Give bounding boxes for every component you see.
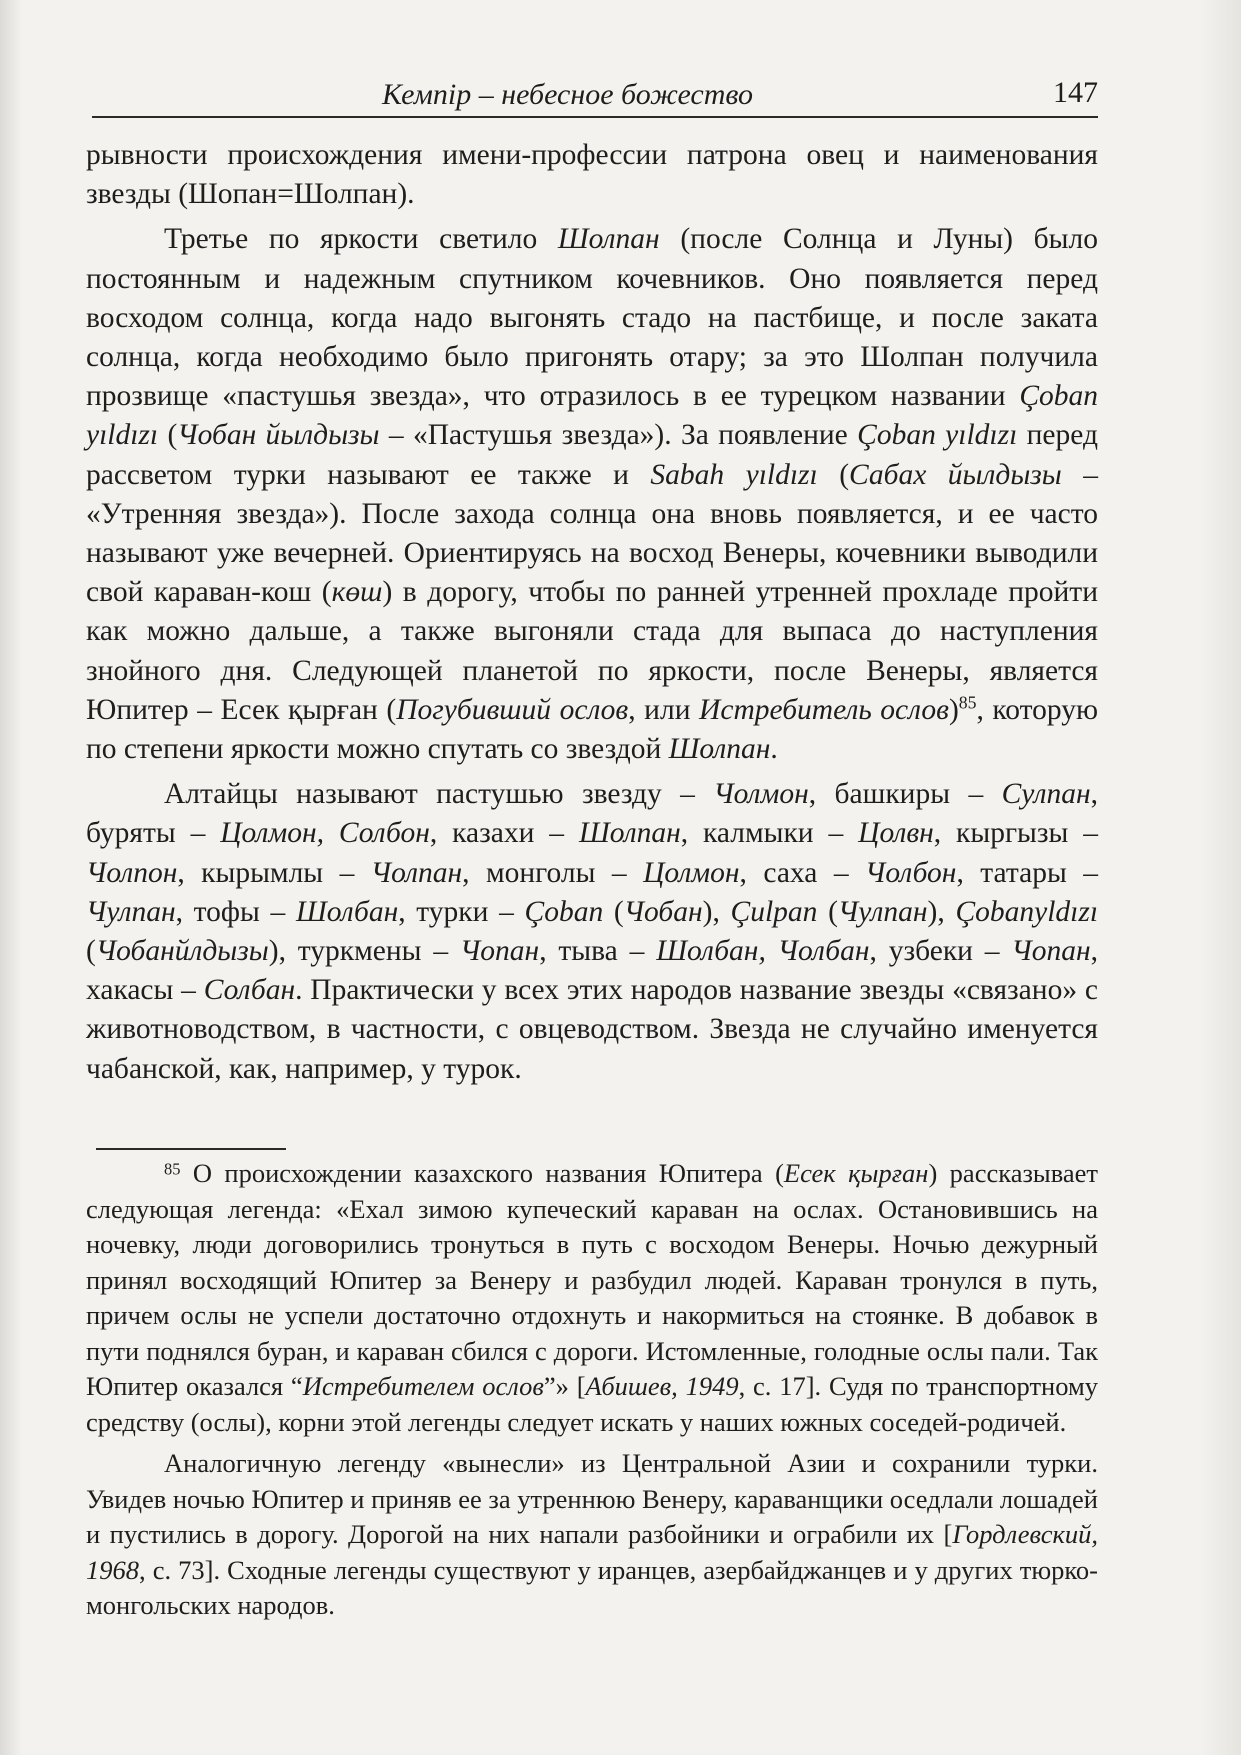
running-title: Кемпір – небесное божество — [382, 78, 754, 111]
text-run: , хакасы – — [86, 935, 1098, 1007]
text-run: , с. 73]. Сходные легенды существуют у иранцев, азербайджанцев и у других тюрко-монгольских народов. — [86, 1554, 1098, 1620]
text-run: , узбеки – — [869, 935, 1012, 968]
footnote-85 — [86, 1156, 1098, 1440]
italic-term: Чулпан — [86, 895, 176, 928]
text-run: , тыва – — [539, 935, 657, 968]
italic-term: Çoban yıldızı — [857, 419, 1018, 452]
text-run: ( — [158, 419, 178, 452]
italic-term: Çoban yıldızı — [86, 380, 1098, 452]
paragraph-peoples — [86, 775, 1098, 1089]
footnotes — [86, 1156, 1098, 1624]
text-run: , тофы – — [175, 895, 296, 928]
italic-term: Есек қырған — [783, 1158, 929, 1188]
text-run: . Практически у всех этих народов название звезды «связано» с животноводством, в частности, с овцеводством. Звезда не случайно именуется чабанской, как, например, у турок. — [86, 974, 1098, 1085]
footnote-reference[interactable]: 85 — [958, 692, 977, 713]
italic-term: Çobanyldızı — [955, 895, 1099, 928]
text-run: , которую по степени яркости можно спутать со звездой — [86, 693, 1098, 766]
italic-term: Чопан — [459, 935, 540, 968]
footnote-number: 85 — [164, 1159, 181, 1179]
text-run: ”» [ — [543, 1371, 586, 1401]
text-run: – «Утренняя звезда»). После захода солнца она вновь появляется, и ее часто называют уже вечерней. Ориентируясь на восход Венеры, кочевники выводили свой караван-кош ( — [86, 458, 1099, 609]
text-run: , или — [628, 693, 700, 726]
italic-term: Шолбан, Чолбан — [656, 935, 870, 968]
text-run: Аналогичную легенду «вынесли» из Центральной Азии и сохранили турки. Увидев ночью Юпитер и приняв ее за утреннюю Венеру, караванщики оседлали лошадей и пустились в дорогу. Дорогой на них напали разбойники и ограбили их [ — [86, 1448, 1098, 1549]
paragraph-sholpan — [86, 220, 1098, 769]
text-run: , турки – — [398, 895, 525, 928]
text-run: – «Пастушья звезда»). За появление — [379, 419, 858, 452]
text-run: ( — [817, 895, 838, 928]
italic-term: Чобан йылдызы — [177, 419, 380, 452]
italic-term: Чобан — [623, 895, 703, 928]
text-run: ( — [817, 458, 850, 491]
citation-author: Абишев, 1949 — [585, 1371, 739, 1401]
text-run: ), туркмены – — [268, 935, 460, 968]
paragraph-continuation: рывности происхождения имени-профессии патрона овец и наименования звезды (Шопан=Шолпан). — [86, 139, 1098, 211]
text-run: перед рассветом турки называют ее также и — [86, 419, 1098, 491]
text-run: , буряты – — [86, 778, 1098, 850]
footnote-85-continued — [86, 1446, 1098, 1624]
text-run: ), — [927, 895, 956, 928]
main-text — [86, 136, 1098, 1089]
text-run: , калмыки – — [680, 817, 859, 850]
italic-term: Чулпан — [837, 895, 928, 928]
italic-term: Шолпан — [668, 733, 771, 766]
text-run: Алтайцы называют пастушью звезду – — [164, 778, 714, 811]
citation-author: Гордлевский, 1968 — [86, 1519, 1098, 1585]
italic-term: Sabah yıldızı — [650, 458, 818, 491]
italic-term: Чолпан — [370, 856, 463, 889]
italic-term: Солбан — [203, 974, 296, 1007]
text-run: ) — [948, 693, 959, 726]
italic-term: Чобанйлдызы — [95, 935, 269, 968]
text-run: . — [770, 733, 778, 766]
text-run: , с. 17]. Судя по транспортному средству (ослы), корни этой легенды следует искать у наших южных соседей-родичей. — [86, 1371, 1098, 1437]
italic-term: Чолмон — [713, 778, 809, 811]
text-run: ), — [702, 895, 731, 928]
page-number: 147 — [1053, 76, 1098, 109]
italic-term: Шолпан — [578, 817, 681, 850]
italic-term: Цолмон — [643, 856, 740, 889]
italic-term: көш — [331, 576, 383, 609]
text-run: (после Солнца и Луны) было постоянным и надежным спутником кочевников. Оно появляется перед восходом солнца, когда надо выгонять стадо на пастбище, и после заката солнца, когда необходимо было пригонять отару; за это Шолпан получила прозвище «пастушья звезда», что отразилось в ее турецком названии — [86, 223, 1098, 413]
page-header — [92, 72, 1098, 118]
text-run: ) в дорогу, чтобы по ранней утренней прохладе пройти как можно дальше, а также выгоняли стада для выпаса до наступления знойного дня. Следующей планетой по яркости, после Венеры, является Юпитер – Есек қырған ( — [86, 576, 1098, 726]
text-run: , кыргызы – — [933, 817, 1099, 850]
footnote-separator — [96, 1148, 286, 1150]
text-run: ) рассказывает следующая легенда: «Ехал зимою купеческий караван на ослах. Остановившись на ночевку, люди договорились тронуться в путь с восходом Венеры. Ночью дежурный принял восходящий Юпитер за Венеру и разбудил людей. Караван тронулся в путь, причем ослы не успели достаточно отдохнуть и накормиться на стоянке. В добавок в пути поднялся буран, и караван сбился с дороги. Истомленные, голодные ослы пали. Так Юпитер оказался “ — [86, 1158, 1098, 1401]
italic-term: Цолвн — [858, 817, 934, 850]
italic-term: Сабах йылдызы — [849, 458, 1062, 491]
italic-term: Истребитель ослов — [699, 693, 949, 726]
italic-term: Чолбон — [865, 856, 957, 889]
text-run: , казахи – — [429, 817, 579, 850]
italic-term: Чопан — [1011, 935, 1091, 968]
italic-term: Шолбан — [295, 895, 399, 928]
italic-term: Истребителем ослов — [302, 1371, 544, 1401]
italic-term: Чолпон — [86, 856, 178, 889]
italic-term: Цолмон, Солбон — [220, 817, 430, 850]
text-run: , монголы – — [462, 856, 644, 889]
text-run: О происхождении казахского названия Юпитера ( — [180, 1158, 784, 1188]
italic-term: Погубивший ослов — [396, 693, 629, 726]
italic-term: Сулпан — [1001, 778, 1091, 811]
italic-term: Шолпан — [557, 223, 660, 256]
italic-term: Çulpan — [730, 895, 818, 928]
text-run: , башкиры – — [808, 778, 1002, 811]
text-run: Третье по яркости светило — [164, 223, 558, 256]
text-run: , кырымлы – — [177, 856, 371, 889]
text-run: , саха – — [739, 856, 866, 889]
italic-term: Çoban — [524, 895, 604, 928]
text-run: ( — [603, 895, 624, 928]
text-run: ( — [86, 935, 96, 968]
text-run: , татары – — [956, 856, 1098, 889]
